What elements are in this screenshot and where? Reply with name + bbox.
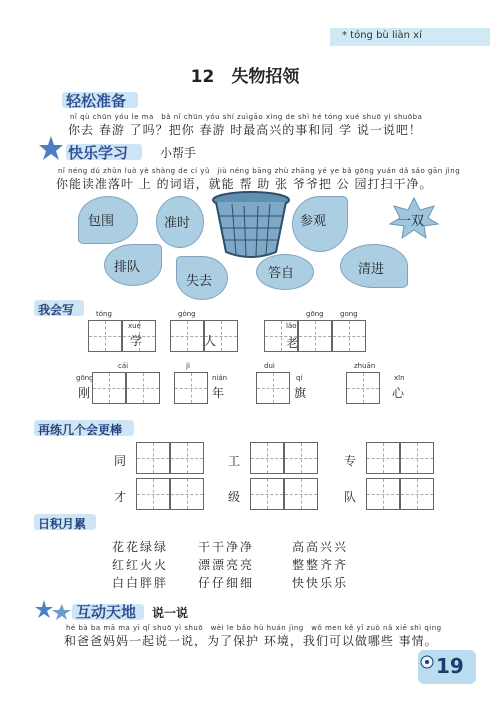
leaf-word: 答自	[268, 266, 295, 281]
writing-grid[interactable]	[400, 478, 434, 510]
phrase: 高高兴兴	[292, 540, 349, 554]
phrase: 整整齐齐	[292, 558, 349, 572]
writing-grid[interactable]	[170, 478, 204, 510]
grid-char: 心	[392, 386, 405, 400]
leaf-word: 排队	[114, 260, 141, 275]
writing-grid[interactable]	[88, 320, 122, 352]
grid-pinyin: zhuān	[354, 362, 376, 370]
grid-char: 学	[130, 334, 143, 348]
prompt-text: 你能读准落叶 上 的词语，就能 帮 助 张 爷爷把 公 园打扫干净。	[56, 177, 433, 191]
flower-icon	[420, 655, 434, 669]
writing-grid[interactable]	[250, 442, 284, 474]
grid-char: 旗	[294, 386, 307, 400]
writing-grid[interactable]	[170, 320, 204, 352]
grid-pinyin: lǎo	[286, 322, 297, 330]
header-tag: * tóng bù liàn xí	[342, 30, 422, 41]
prompt-text: 和爸爸妈妈一起说一说，为了保护 环境，我们可以做哪些 事情。	[64, 634, 438, 648]
leaf-word: 参观	[300, 214, 327, 229]
section-heading-learn: 快乐学习	[68, 144, 129, 162]
page-number: 19	[436, 654, 464, 678]
writing-grid[interactable]	[136, 478, 170, 510]
phrase: 白白胖胖	[112, 576, 169, 590]
grid-pinyin: nián	[212, 374, 228, 382]
leaf-word: 一双	[398, 214, 425, 229]
prompt-text: 你去 春游 了吗？把你 春游 时最高兴的事和同 学 说一说吧！	[68, 123, 422, 137]
grid-pinyin: qí	[296, 374, 303, 382]
writing-grid[interactable]	[256, 372, 290, 404]
grid-char: 年	[212, 386, 225, 400]
grid-char: 才	[114, 490, 127, 504]
helper-label: 小帮手	[160, 146, 197, 160]
grid-pinyin: jì	[186, 362, 190, 370]
writing-grid[interactable]	[174, 372, 208, 404]
writing-grid[interactable]	[332, 320, 366, 352]
writing-grid[interactable]	[298, 320, 332, 352]
subheading-talk: 说一说	[152, 606, 189, 620]
grid-pinyin: xué	[128, 322, 141, 330]
writing-grid[interactable]	[136, 442, 170, 474]
basket-icon	[210, 190, 292, 262]
phrase: 仔仔细细	[198, 576, 255, 590]
grid-char: 同	[114, 454, 127, 468]
grid-pinyin: gōng	[76, 374, 94, 382]
section-heading-write: 我会写	[38, 303, 75, 317]
grid-pinyin: gòng	[178, 310, 196, 318]
pinyin-line: nǐ néng dú zhǔn luò yè shàng de cí yǔ jiù néng bāng zhù zhāng yé ye bǎ gōng yuán dǎ sǎo gān jìng	[58, 167, 461, 175]
grid-char: 工	[228, 454, 241, 468]
pinyin-line: hé bà ba mā ma yì qǐ shuō yì shuō wèi le bǎo hù huán jìng wǒ men kě yǐ zuò nǎ xiē shì qing	[66, 624, 442, 632]
section-heading-interact: 互动天地	[76, 603, 137, 621]
writing-grid[interactable]	[366, 442, 400, 474]
grid-char: 刚	[78, 386, 91, 400]
lesson-title: 12 失物招领	[190, 67, 300, 87]
grid-pinyin: duì	[264, 362, 275, 370]
grid-char: 老	[286, 336, 299, 350]
writing-grid[interactable]	[170, 442, 204, 474]
writing-grid[interactable]	[346, 372, 380, 404]
grid-pinyin: tóng	[96, 310, 112, 318]
stars-icon	[34, 598, 74, 624]
writing-grid[interactable]	[366, 478, 400, 510]
phrase: 红红火火	[112, 558, 169, 572]
phrase: 快快乐乐	[292, 576, 349, 590]
writing-grid[interactable]	[284, 478, 318, 510]
section-heading-practice: 再练几个会更棒	[38, 423, 123, 437]
star-icon	[38, 135, 64, 161]
leaf-word: 失去	[186, 274, 213, 289]
phrase: 漂漂亮亮	[198, 558, 255, 572]
grid-char: 专	[344, 454, 357, 468]
writing-grid[interactable]	[250, 478, 284, 510]
grid-char: 人	[204, 334, 217, 348]
leaf-word: 包围	[88, 214, 115, 229]
leaf-word: 准时	[164, 216, 191, 231]
grid-char: 级	[228, 490, 241, 504]
grid-pinyin: xīn	[394, 374, 405, 382]
section-heading-prepare: 轻松准备	[66, 92, 127, 110]
grid-pinyin: cái	[118, 362, 129, 370]
grid-pinyin: gōng	[306, 310, 324, 318]
writing-grid[interactable]	[284, 442, 318, 474]
phrase: 花花绿绿	[112, 540, 169, 554]
grid-pinyin: gong	[340, 310, 358, 318]
writing-grid[interactable]	[400, 442, 434, 474]
writing-grid[interactable]	[92, 372, 126, 404]
leaf-word: 清进	[358, 262, 385, 277]
grid-char: 队	[344, 490, 357, 504]
pinyin-line: nǐ qù chūn yóu le ma bǎ nǐ chūn yóu shí zuìgāo xìng de shì hé tóng xué shuō yì shuōba	[70, 113, 423, 121]
writing-grid[interactable]	[126, 372, 160, 404]
section-heading-accumulate: 日积月累	[38, 517, 87, 531]
phrase: 干干净净	[198, 540, 255, 554]
